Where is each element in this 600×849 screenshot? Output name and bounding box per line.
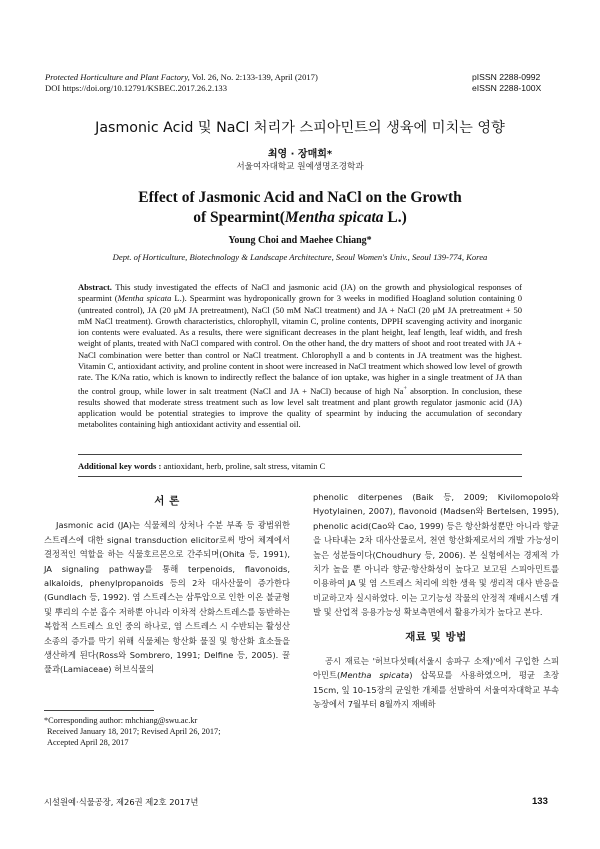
abstract-part1: This study investigated the effects of NaCl and jasmonic acid (JA) on the growth and physiological responses of spearmint (	[78, 282, 522, 304]
title-post: L.)	[383, 209, 407, 226]
methods-pre: 공시 재료는 '허브다섯떼(서울시 송파구 소재)'에서 구입한 스피아민트(	[313, 656, 559, 681]
methods-paragraph-1	[313, 654, 559, 712]
title-pre: of Spearmint(	[193, 209, 285, 226]
right-column	[313, 490, 559, 712]
intro-paragraph-1: Jasmonic acid (JA)는 식물체의 상처나 수분 부족 등 광범위한 스트레스에 대한 signal transduction elicitor로써 방어 체계에서 결정적인 역할을 하는 식물호르몬으로 간주되며(Ohita 등, 1991), JA signaling pathway를 통해 terpenoids, flavonoids, alkaloids, phenylpropanoids 등의 2차 대사산물이 증가한다(Gundlach 등, 1992). 염 스트레스는 삼투압으로 인한 이온 불균형 및 뿌리의 수분 흡수 저하뿐 아니라 이차적 산화스트레스를 동반하는 복합적 스트레스 요인 중의 하나로, 염 스트레스 시 수반되는 활성산소종의 증가를 막기 위해 식물체는 항산화 물질 및 항산화 효소들을 생산하게 된다(Ross와 Sombrero, 1991; Delfine 등, 2005). 꿀풀과(Lamiaceae) 허브식물의	[44, 520, 290, 675]
keywords-label: Additional key words :	[78, 461, 162, 471]
footer-journal: 시설원예·식물공장, 제26권 제2호 2017년	[44, 797, 199, 807]
abstract	[78, 282, 522, 431]
footnote-rule	[44, 710, 154, 711]
keywords-text: antioxidant, herb, proline, salt stress, vitamin C	[161, 461, 326, 471]
abstract-part3: absorption. In conclusion, these results showed that moderate stress treatment such as low level salt treatment and plant growth regulator jasmonic acid (JA) application would be potential strategies to improve the quality of spearmint by inducing the accumulation of secondary metabolites containing high antioxidant activity and essential oil.	[78, 385, 522, 430]
abstract-superscript: +	[403, 385, 407, 392]
intro-heading: 서 론	[154, 495, 180, 507]
rule-top	[78, 454, 522, 455]
methods-post: ) 삽목묘를 사용하였으며, 평균 초장 15cm, 잎 10-15장의 균일한 개체를 선발하여 서울여자대학교 부속농장에서 7월부터 8월까지 재배하	[313, 670, 559, 710]
journal-name: Protected Horticulture and Plant Factory,	[45, 72, 190, 82]
english-affiliation: Dept. of Horticulture, Biotechnology & Landscape Architecture, Seoul Women's Univ., Seoul 139-774, Korea	[112, 252, 488, 262]
accepted-date: Accepted April 28, 2017	[47, 738, 129, 747]
methods-species: Mentha spicata	[340, 670, 410, 681]
corresponding-author: *Corresponding author: mhchiang@swu.ac.kr	[44, 716, 198, 725]
english-title	[80, 188, 520, 228]
eissn: eISSN 2288-100X	[472, 83, 542, 93]
doi-link[interactable]: DOI https://doi.org/10.12791/KSBEC.2017.26.2.133	[45, 83, 227, 93]
received-date: Received January 18, 2017; Revised April 26, 2017;	[47, 727, 221, 736]
methods-heading: 재료 및 방법	[405, 630, 467, 643]
english-authors: Young Choi and Maehee Chiang*	[228, 235, 372, 246]
abstract-part2: L.). Spearmint was hydroponically grown for 3 weeks in modified Hoagland solution containing 0 (untreated control), JA (20 μM JA pretreatment), NaCl (50 mM NaCl treatment) and JA + NaCl (20 μM JA pretreatment + 50 mM NaCl treatment). Growth characteristics, chlorophyll, vitamin C, proline contents, DPPH scavenging activity and inorganic ion contents were evaluated. As a results, there were significant decreases in the plant height, leaf length, leaf width, and fresh weight of plants, treated with NaCl compared with control. On the other hand, the dry matters of shoot and root treated with JA + NaCl combination were better than control or NaCl treatment. Chlorophyll a and b contents in JA treatment was the highest. Vitamin C, antioxidant activity, and proline content in shoot were increased in NaCl treatment which showed low level of growth rate. The K/Na ratio, which is known to indirectly reflect the balance of ion uptake, was higher in a single treatment of JA than the control group, while lower in salt treatment (NaCl and JA + NaCl) because of high Na	[78, 293, 523, 396]
journal-citation	[45, 72, 385, 83]
left-column	[44, 495, 290, 677]
pissn: pISSN 2288-0992	[472, 72, 541, 82]
intro-paragraph-2: phenolic diterpenes (Baik 등, 2009; Kivilomopolo와 Hyotylainen, 2007), flavonoid (Madsen와 Bertelsen, 1995), phenolic acid(Cao와 Cao, 1999) 등은 항산화성뿐만 아니라 향균을 나타내는 2차 대사산물로서, 천연 항산화제로서의 개발 가능성이 높은 성분들이다(Choudhury 등, 2006). 본 실험에서는 경제적 가치가 높을 뿐 아니라 향균·항산화성이 높다고 보고된 스피아민트를 이용하여 JA 및 염 스트레스 처리에 의한 생육 및 생리적 대사 반응을 비교하고자 실시하였다. 이는 고기능성 작물의 안정적 재배시스템 개발 및 산업적 응용가능성 확보측면에서 활용가치가 높다고 본다.	[313, 492, 559, 618]
english-title-line2	[80, 208, 520, 228]
page-number: 133	[532, 796, 548, 807]
journal-volume: Vol. 26, No. 2:133-139, April (2017)	[189, 72, 318, 82]
english-title-line1: Effect of Jasmonic Acid and NaCl on the Growth	[138, 189, 462, 206]
korean-title: Jasmonic Acid 및 NaCl 처리가 스피아민트의 생육에 미치는 영향	[95, 120, 505, 136]
footnote	[44, 715, 290, 748]
korean-affiliation: 서울여자대학교 원예생명조경학과	[236, 162, 364, 172]
keywords	[78, 461, 522, 472]
rule-bottom	[78, 476, 522, 477]
journal-header	[45, 72, 385, 94]
issn-block	[472, 72, 582, 94]
title-species: Mentha spicata	[284, 209, 384, 226]
abstract-label: Abstract.	[78, 282, 112, 292]
korean-authors: 최영 · 장매희*	[267, 149, 333, 160]
abstract-species: Mentha spicata	[117, 293, 172, 304]
